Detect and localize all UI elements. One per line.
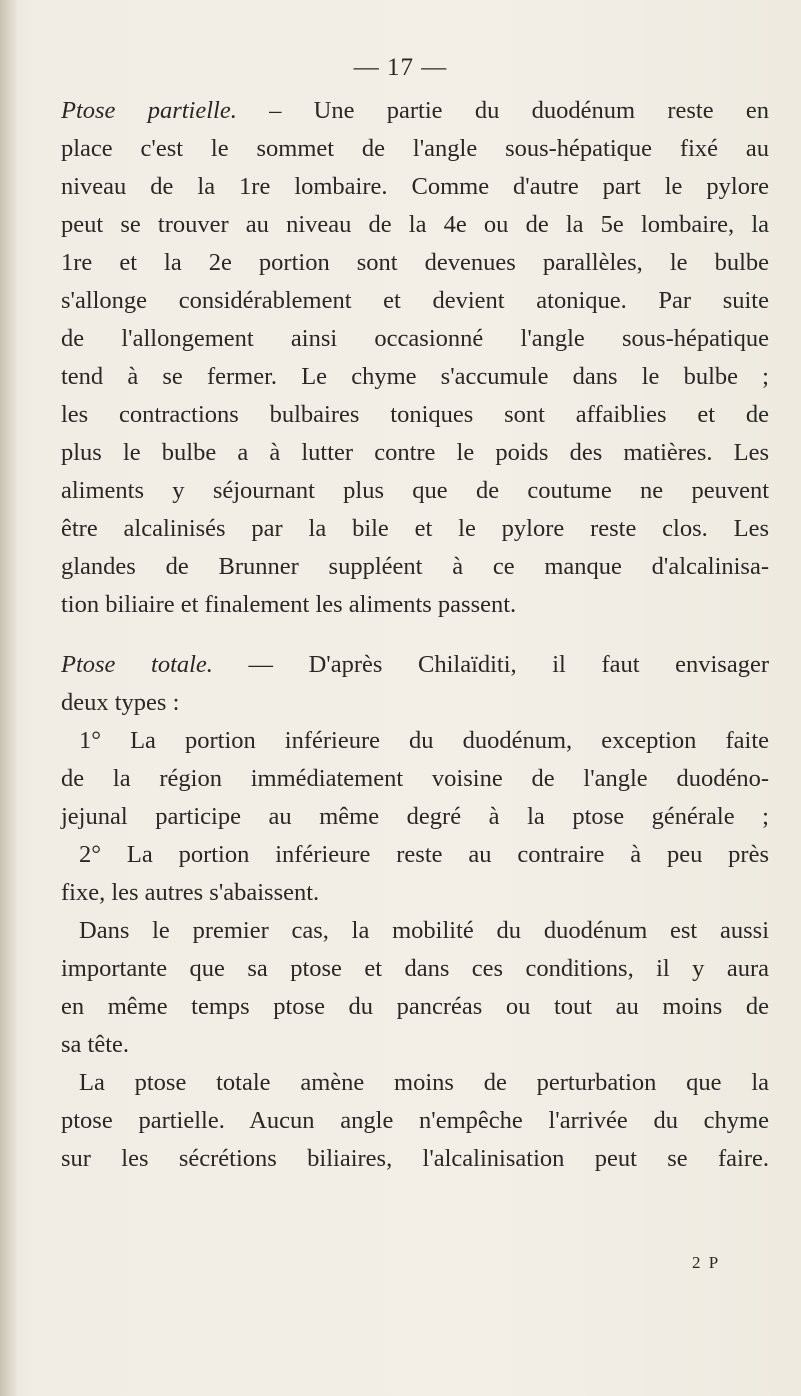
paragraph-line: importante que sa ptose et dans ces conditions, il y aura: [61, 955, 769, 982]
section-heading-totale: Ptose totale.: [61, 651, 213, 678]
paragraph-line: ptose partielle. Aucun angle n'empêche l'arrivée du chyme: [61, 1107, 769, 1134]
paragraph-line: Ptose totale. — D'après Chilaïditi, il faut envisager: [61, 651, 769, 678]
paragraph-line: de la région immédiatement voisine de l'angle duodéno-: [61, 765, 769, 792]
paragraph-line: de l'allongement ainsi occasionné l'angle sous-hépatique: [61, 325, 769, 352]
paragraph-line: glandes de Brunner suppléent à ce manque d'alcalinisa-: [61, 553, 769, 580]
paragraph-line: tend à se fermer. Le chyme s'accumule dans le bulbe ;: [61, 363, 769, 390]
paragraph-line: niveau de la 1re lombaire. Comme d'autre part le pylore: [61, 173, 769, 200]
paragraph-line: fixe, les autres s'abaissent.: [61, 879, 320, 906]
paragraph-line: peut se trouver au niveau de la 4e ou de la 5e lombaire, la: [61, 211, 769, 238]
paragraph-line: place c'est le sommet de l'angle sous-hépatique fixé au: [61, 135, 769, 162]
paragraph-line: deux types :: [61, 689, 180, 716]
list-item-2: 2° La portion inférieure reste au contraire à peu près: [79, 841, 769, 868]
paragraph-line: en même temps ptose du pancréas ou tout au moins de: [61, 993, 769, 1020]
page-number: — 17 —: [353, 54, 448, 81]
paragraph-line: sur les sécrétions biliaires, l'alcalinisation peut se faire.: [61, 1145, 769, 1172]
paragraph-line: tion biliaire et finalement les aliments passent.: [61, 591, 517, 618]
printer-signature-mark: 2 P: [692, 1253, 721, 1272]
paragraph-line: La ptose totale amène moins de perturbation que la: [79, 1069, 769, 1096]
paragraph-line: jejunal participe au même degré à la ptose générale ;: [61, 803, 769, 830]
paragraph-line: être alcalinisés par la bile et le pylore reste clos. Les: [61, 515, 769, 542]
section-heading-partielle: Ptose partielle.: [61, 97, 237, 124]
paragraph-line: aliments y séjournant plus que de coutume ne peuvent: [61, 477, 769, 504]
body-text: [61, 92, 769, 1178]
paragraph-line: 1re et la 2e portion sont devenues parallèles, le bulbe: [61, 249, 769, 276]
paragraph-line: plus le bulbe a à lutter contre le poids des matières. Les: [61, 439, 769, 466]
paragraph-line: les contractions bulbaires toniques sont affaiblies et de: [61, 401, 769, 428]
paragraph-line: Ptose partielle. – Une partie du duodénum reste en: [61, 97, 769, 124]
list-item-1: 1° La portion inférieure du duodénum, exception faite: [79, 727, 769, 754]
paragraph-line: Dans le premier cas, la mobilité du duodénum est aussi: [79, 917, 769, 944]
book-gutter-shadow: [0, 0, 18, 1396]
paragraph-line: sa tête.: [61, 1031, 130, 1058]
paragraph-line: s'allonge considérablement et devient atonique. Par suite: [61, 287, 769, 314]
